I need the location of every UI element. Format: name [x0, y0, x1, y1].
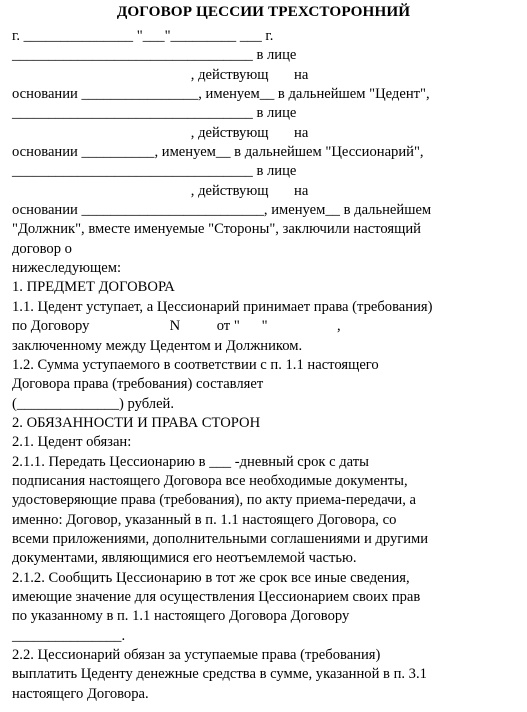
document-line: _________________________________ в лице	[12, 105, 297, 122]
document-line: основании __________, именуем__ в дальнейшем "Цессионарий",	[12, 144, 424, 161]
document-title: ДОГОВОР ЦЕССИИ ТРЕХСТОРОННИЙ	[116, 3, 411, 20]
document-line: (______________) рублей.	[12, 395, 175, 412]
document-line: _________________________________ в лице	[12, 47, 297, 64]
document-line: нижеследующем:	[12, 260, 122, 277]
document-line: Договора права (требования) составляет	[12, 376, 264, 393]
document-line: именно: Договор, указанный в п. 1.1 настоящего Договора, со	[12, 511, 397, 528]
document-line: настоящего Договора.	[12, 685, 149, 702]
document-line: 2.1.2. Сообщить Цессионарию в тот же срок все иные сведения,	[12, 569, 410, 586]
document-line: , действующ на	[12, 66, 309, 83]
document-line: "Должник", вместе именуемые "Стороны", заключили настоящий	[12, 221, 421, 238]
document-line: всеми приложениями, дополнительными соглашениями и другими	[12, 530, 429, 547]
document-line: удостоверяющие права (требования), по акту приема-передачи, а	[12, 492, 417, 509]
document-line: подписания настоящего Договора все необходимые документы,	[12, 472, 408, 489]
document-line: , действующ на	[12, 124, 309, 141]
document-line: 2.2. Цессионарий обязан за уступаемые права (требования)	[12, 647, 381, 663]
document-line: 2.1. Цедент обязан:	[12, 434, 132, 451]
document-line: имеющие значение для осуществления Цессионарием своих прав	[12, 588, 421, 605]
document-line: г. _______________ "___"_________ ___ г.	[12, 28, 274, 44]
document-line: 1. ПРЕДМЕТ ДОГОВОРА	[12, 279, 175, 296]
document-line: основании ________________, именуем__ в дальнейшем "Цедент",	[12, 86, 430, 103]
document-line: , действующ на	[12, 182, 309, 199]
document-line: 1.1. Цедент уступает, а Цессионарий принимает права (требования)	[12, 298, 433, 315]
document-line: по Договору N от " " ,	[12, 318, 341, 335]
document-line: _________________________________ в лице	[12, 163, 297, 180]
document-line: договор о	[12, 240, 72, 257]
document-line: 1.2. Сумма уступаемого в соответствии с п. 1.1 настоящего	[12, 356, 379, 373]
document-line: заключенному между Цедентом и Должником.	[12, 337, 303, 354]
document-line: 2. ОБЯЗАННОСТИ И ПРАВА СТОРОН	[12, 414, 261, 431]
document-body	[12, 27, 520, 704]
document-line: основании _________________________, именуем__ в дальнейшем	[12, 202, 432, 219]
document-line: _______________.	[12, 627, 126, 644]
document-line: 2.1.1. Передать Цессионарию в ___ -дневный срок с даты	[12, 453, 369, 470]
document-line: выплатить Цеденту денежные средства в сумме, указанной в п. 3.1	[12, 666, 427, 683]
document-line: документами, являющимися его неотъемлемой частью.	[12, 550, 357, 567]
document-line: по указанному в п. 1.1 настоящего Договора Договору	[12, 608, 350, 625]
